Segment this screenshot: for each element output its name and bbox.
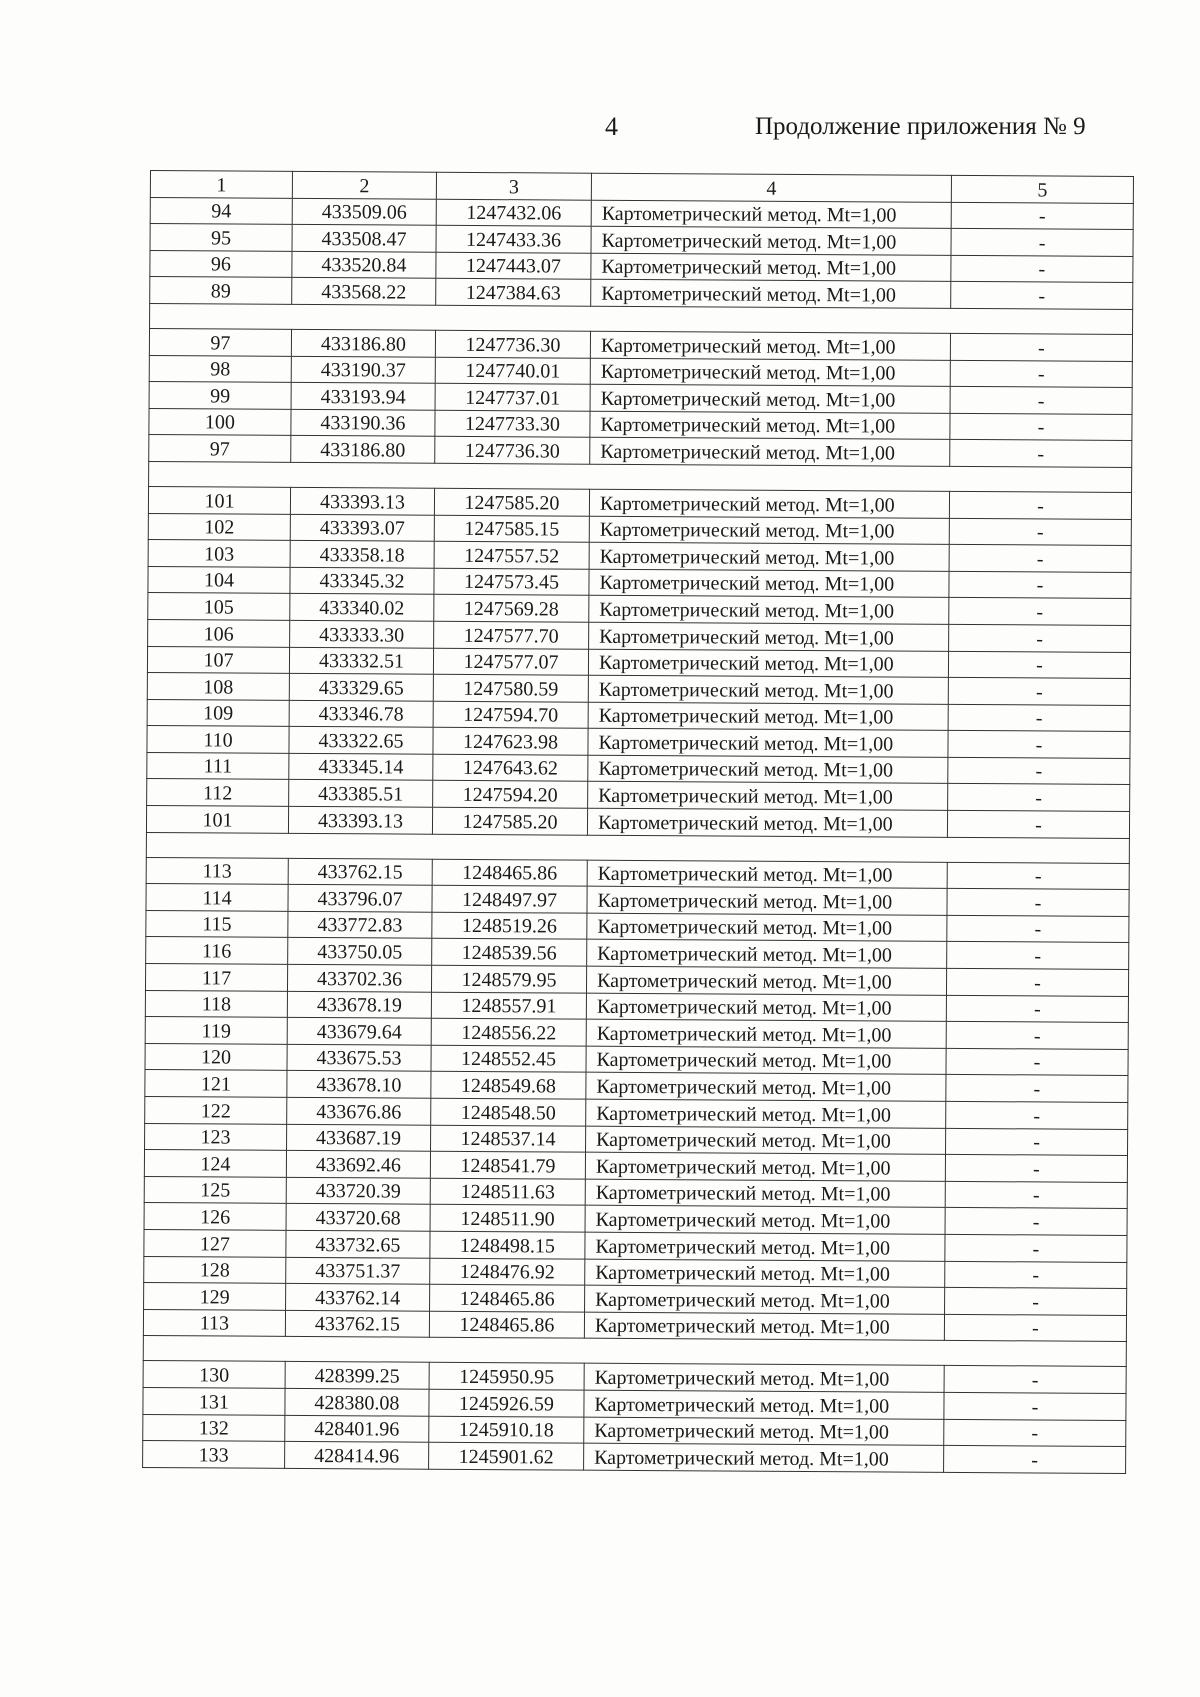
x-coordinate-cell: 433190.36 (291, 409, 435, 436)
note-cell: - (945, 1261, 1127, 1289)
method-cell: Картометрический метод. Mt=1,00 (586, 1019, 946, 1048)
y-coordinate-cell: 1247643.62 (433, 754, 588, 782)
y-coordinate-cell: 1247573.45 (434, 568, 589, 596)
x-coordinate-cell: 433329.65 (289, 673, 433, 700)
note-cell: - (945, 1234, 1127, 1262)
point-number-cell: 128 (144, 1256, 286, 1283)
note-cell: - (951, 255, 1133, 283)
x-coordinate-cell: 433193.94 (291, 383, 435, 410)
y-coordinate-cell: 1247594.20 (433, 781, 588, 809)
table-row (143, 1441, 1126, 1474)
method-cell: Картометрический метод. Mt=1,00 (586, 1126, 946, 1155)
point-number-cell: 125 (144, 1176, 286, 1203)
note-cell: - (951, 202, 1133, 230)
point-number-cell: 124 (144, 1150, 286, 1177)
x-coordinate-cell: 433772.83 (288, 911, 432, 938)
x-coordinate-cell: 433345.14 (289, 753, 433, 780)
x-coordinate-cell: 433687.19 (287, 1124, 431, 1151)
x-coordinate-cell: 433186.80 (291, 436, 435, 463)
x-coordinate-cell: 433340.02 (290, 594, 434, 621)
method-cell: Картометрический метод. Mt=1,00 (590, 411, 950, 440)
x-coordinate-cell: 433568.22 (292, 278, 436, 305)
x-coordinate-cell: 433508.47 (292, 225, 436, 252)
method-cell: Картометрический метод. Mt=1,00 (589, 622, 949, 651)
method-cell: Картометрический метод. Mt=1,00 (587, 940, 947, 969)
x-coordinate-cell: 433346.78 (289, 700, 433, 727)
column-header: 2 (292, 171, 436, 198)
method-cell: Картометрический метод. Mt=1,00 (589, 516, 949, 545)
x-coordinate-cell: 433509.06 (292, 198, 436, 225)
note-cell: - (949, 518, 1131, 546)
y-coordinate-cell: 1248557.91 (431, 992, 586, 1020)
note-cell: - (944, 1366, 1126, 1394)
point-number-cell: 123 (145, 1123, 287, 1150)
x-coordinate-cell: 433333.30 (290, 620, 434, 647)
method-cell: Картометрический метод. Mt=1,00 (590, 384, 950, 413)
point-number-cell: 95 (150, 224, 292, 251)
point-number-cell: 127 (144, 1229, 286, 1256)
point-number-cell: 102 (148, 513, 290, 540)
method-cell: Картометрический метод. Mt=1,00 (590, 331, 950, 360)
method-cell: Картометрический метод. Mt=1,00 (584, 1417, 944, 1446)
point-number-cell: 120 (145, 1043, 287, 1070)
point-number-cell: 105 (148, 593, 290, 620)
x-coordinate-cell: 433393.13 (290, 487, 434, 514)
x-coordinate-cell: 433520.84 (292, 251, 436, 278)
x-coordinate-cell: 433678.19 (287, 991, 431, 1018)
y-coordinate-cell: 1248548.50 (431, 1098, 586, 1126)
x-coordinate-cell: 433393.07 (290, 514, 434, 541)
method-cell: Картометрический метод. Mt=1,00 (585, 1259, 945, 1288)
point-number-cell: 101 (146, 806, 288, 833)
y-coordinate-cell: 1247585.20 (434, 488, 589, 516)
y-coordinate-cell: 1247740.01 (435, 357, 590, 385)
note-cell: - (949, 624, 1131, 652)
note-cell: - (948, 677, 1130, 705)
x-coordinate-cell: 433322.65 (289, 727, 433, 754)
note-cell: - (948, 731, 1130, 759)
note-cell: - (945, 1181, 1127, 1209)
table-body (143, 171, 1134, 1474)
note-cell: - (949, 491, 1131, 519)
x-coordinate-cell: 433762.15 (288, 858, 432, 885)
point-number-cell: 100 (149, 408, 291, 435)
point-number-cell: 133 (143, 1441, 285, 1468)
note-cell: - (946, 968, 1128, 996)
column-header: 1 (150, 171, 292, 198)
method-cell: Картометрический метод. Mt=1,00 (591, 280, 951, 309)
note-cell: - (949, 545, 1131, 573)
y-coordinate-cell: 1247384.63 (436, 279, 591, 307)
method-cell: Картометрический метод. Mt=1,00 (591, 253, 951, 282)
method-cell: Картометрический метод. Mt=1,00 (584, 1364, 944, 1393)
y-coordinate-cell: 1247443.07 (436, 252, 591, 280)
note-cell: - (948, 757, 1130, 785)
x-coordinate-cell: 433750.05 (288, 938, 432, 965)
x-coordinate-cell: 433796.07 (288, 885, 432, 912)
note-cell: - (948, 651, 1130, 679)
note-cell: - (946, 1075, 1128, 1103)
point-number-cell: 99 (149, 382, 291, 409)
x-coordinate-cell: 428414.96 (285, 1441, 429, 1468)
y-coordinate-cell: 1247432.06 (436, 199, 591, 227)
y-coordinate-cell: 1248511.63 (430, 1178, 585, 1206)
point-number-cell: 129 (144, 1283, 286, 1310)
point-number-cell: 98 (149, 355, 291, 382)
y-coordinate-cell: 1247569.28 (434, 595, 589, 623)
method-cell: Картометрический метод. Mt=1,00 (586, 1073, 946, 1102)
note-cell: - (950, 413, 1132, 441)
y-coordinate-cell: 1247580.59 (433, 674, 588, 702)
note-cell: - (945, 1208, 1127, 1236)
note-cell: - (950, 333, 1132, 361)
point-number-cell: 110 (147, 726, 289, 753)
y-coordinate-cell: 1248556.22 (431, 1018, 586, 1046)
column-header: 5 (951, 175, 1133, 203)
note-cell: - (947, 942, 1129, 970)
method-cell: Картометрический метод. Mt=1,00 (585, 1206, 945, 1235)
point-number-cell: 122 (145, 1096, 287, 1123)
x-coordinate-cell: 433678.10 (287, 1071, 431, 1098)
note-cell: - (950, 387, 1132, 415)
x-coordinate-cell: 433702.36 (287, 964, 431, 991)
y-coordinate-cell: 1247577.07 (433, 648, 588, 676)
point-number-cell: 113 (143, 1309, 285, 1336)
y-coordinate-cell: 1248465.86 (430, 1284, 585, 1312)
coordinates-table (142, 170, 1134, 1474)
note-cell: - (946, 995, 1128, 1023)
point-number-cell: 121 (145, 1070, 287, 1097)
note-cell: - (944, 1392, 1126, 1420)
y-coordinate-cell: 1248465.86 (429, 1311, 584, 1339)
x-coordinate-cell: 433332.51 (289, 647, 433, 674)
method-cell: Картометрический метод. Mt=1,00 (586, 1046, 946, 1075)
y-coordinate-cell: 1248549.68 (431, 1072, 586, 1100)
method-cell: Картометрический метод. Mt=1,00 (585, 1232, 945, 1261)
method-cell: Картометрический метод. Mt=1,00 (589, 569, 949, 598)
note-cell: - (945, 1288, 1127, 1316)
method-cell: Картометрический метод. Mt=1,00 (590, 358, 950, 387)
method-cell: Картометрический метод. Mt=1,00 (589, 596, 949, 625)
note-cell: - (944, 1314, 1126, 1342)
note-cell: - (944, 1419, 1126, 1447)
y-coordinate-cell: 1248511.90 (430, 1205, 585, 1233)
point-number-cell: 97 (149, 328, 291, 355)
y-coordinate-cell: 1245950.95 (429, 1363, 584, 1391)
y-coordinate-cell: 1247557.52 (434, 541, 589, 569)
point-number-cell: 117 (145, 964, 287, 991)
point-number-cell: 114 (146, 884, 288, 911)
point-number-cell: 112 (147, 779, 289, 806)
coordinates-table-wrapper (142, 170, 1134, 1474)
point-number-cell: 116 (146, 937, 288, 964)
y-coordinate-cell: 1247623.98 (433, 728, 588, 756)
column-header: 3 (436, 172, 591, 200)
method-cell: Картометрический метод. Mt=1,00 (589, 542, 949, 571)
method-cell: Картометрический метод. Mt=1,00 (587, 913, 947, 942)
x-coordinate-cell: 433720.68 (286, 1204, 430, 1231)
method-cell: Картометрический метод. Mt=1,00 (588, 728, 948, 757)
point-number-cell: 118 (145, 990, 287, 1017)
method-cell: Картометрический метод. Mt=1,00 (587, 860, 947, 889)
note-cell: - (946, 1128, 1128, 1156)
note-cell: - (949, 571, 1131, 599)
point-number-cell: 104 (148, 566, 290, 593)
method-cell: Картометрический метод. Mt=1,00 (588, 675, 948, 704)
method-cell: Картометрический метод. Mt=1,00 (590, 438, 950, 467)
method-cell: Картометрический метод. Mt=1,00 (588, 782, 948, 811)
x-coordinate-cell: 433679.64 (287, 1018, 431, 1045)
y-coordinate-cell: 1248539.56 (432, 939, 587, 967)
method-cell: Картометрический метод. Mt=1,00 (586, 1099, 946, 1128)
point-number-cell: 113 (146, 857, 288, 884)
method-cell: Картометрический метод. Mt=1,00 (584, 1390, 944, 1419)
note-cell: - (950, 360, 1132, 388)
method-cell: Картометрический метод. Mt=1,00 (586, 966, 946, 995)
note-cell: - (950, 440, 1132, 468)
y-coordinate-cell: 1247736.30 (435, 330, 590, 358)
x-coordinate-cell: 433385.51 (289, 780, 433, 807)
point-number-cell: 111 (147, 752, 289, 779)
y-coordinate-cell: 1247585.20 (432, 807, 587, 835)
method-cell: Картометрический метод. Mt=1,00 (585, 1285, 945, 1314)
y-coordinate-cell: 1248579.95 (431, 965, 586, 993)
column-header: 4 (591, 173, 951, 202)
page-header: Продолжение приложения № 9 (755, 113, 1086, 140)
point-number-cell: 97 (149, 435, 291, 462)
method-cell: Картометрический метод. Mt=1,00 (591, 226, 951, 255)
y-coordinate-cell: 1247737.01 (435, 383, 590, 411)
method-cell: Картометрический метод. Mt=1,00 (588, 649, 948, 678)
x-coordinate-cell: 433751.37 (286, 1257, 430, 1284)
method-cell: Картометрический метод. Mt=1,00 (588, 702, 948, 731)
point-number-cell: 96 (150, 250, 292, 277)
note-cell: - (951, 282, 1133, 310)
x-coordinate-cell: 433720.39 (286, 1177, 430, 1204)
point-number-cell: 101 (148, 486, 290, 513)
method-cell: Картометрический метод. Mt=1,00 (589, 489, 949, 518)
point-number-cell: 106 (148, 619, 290, 646)
note-cell: - (945, 1155, 1127, 1183)
x-coordinate-cell: 433732.65 (286, 1230, 430, 1257)
point-number-cell: 131 (143, 1387, 285, 1414)
note-cell: - (947, 915, 1129, 943)
x-coordinate-cell: 428401.96 (285, 1415, 429, 1442)
note-cell: - (948, 784, 1130, 812)
y-coordinate-cell: 1245901.62 (429, 1442, 584, 1470)
point-number-cell: 126 (144, 1203, 286, 1230)
y-coordinate-cell: 1248465.86 (432, 859, 587, 887)
page-number: 4 (605, 112, 618, 141)
point-number-cell: 119 (145, 1017, 287, 1044)
point-number-cell: 132 (143, 1414, 285, 1441)
y-coordinate-cell: 1247577.70 (434, 621, 589, 649)
x-coordinate-cell: 433675.53 (287, 1044, 431, 1071)
x-coordinate-cell: 433358.18 (290, 540, 434, 567)
point-number-cell: 107 (147, 646, 289, 673)
y-coordinate-cell: 1248541.79 (430, 1151, 585, 1179)
y-coordinate-cell: 1247736.30 (435, 437, 590, 465)
y-coordinate-cell: 1248498.15 (430, 1231, 585, 1259)
note-cell: - (948, 704, 1130, 732)
point-number-cell: 103 (148, 540, 290, 567)
point-number-cell: 89 (150, 277, 292, 304)
note-cell: - (947, 810, 1129, 838)
x-coordinate-cell: 433186.80 (291, 329, 435, 356)
method-cell: Картометрический метод. Mt=1,00 (587, 886, 947, 915)
y-coordinate-cell: 1247733.30 (435, 410, 590, 438)
y-coordinate-cell: 1248537.14 (431, 1125, 586, 1153)
method-cell: Картометрический метод. Mt=1,00 (585, 1179, 945, 1208)
x-coordinate-cell: 433762.15 (285, 1310, 429, 1337)
method-cell: Картометрический метод. Mt=1,00 (586, 993, 946, 1022)
note-cell: - (944, 1445, 1126, 1473)
y-coordinate-cell: 1245926.59 (429, 1389, 584, 1417)
point-number-cell: 108 (147, 673, 289, 700)
note-cell: - (946, 1022, 1128, 1050)
point-number-cell: 115 (146, 910, 288, 937)
method-cell: Картометрический метод. Mt=1,00 (587, 808, 947, 837)
method-cell: Картометрический метод. Mt=1,00 (584, 1312, 944, 1341)
y-coordinate-cell: 1248497.97 (432, 885, 587, 913)
x-coordinate-cell: 433345.32 (290, 567, 434, 594)
x-coordinate-cell: 428399.25 (285, 1362, 429, 1389)
point-number-cell: 130 (143, 1361, 285, 1388)
note-cell: - (946, 1101, 1128, 1129)
y-coordinate-cell: 1248552.45 (431, 1045, 586, 1073)
x-coordinate-cell: 433692.46 (286, 1151, 430, 1178)
y-coordinate-cell: 1248476.92 (430, 1258, 585, 1286)
method-cell: Картометрический метод. Mt=1,00 (584, 1443, 944, 1472)
x-coordinate-cell: 428380.08 (285, 1388, 429, 1415)
y-coordinate-cell: 1247594.70 (433, 701, 588, 729)
y-coordinate-cell: 1248519.26 (432, 912, 587, 940)
point-number-cell: 94 (150, 197, 292, 224)
method-cell: Картометрический метод. Mt=1,00 (585, 1152, 945, 1181)
x-coordinate-cell: 433676.86 (287, 1097, 431, 1124)
note-cell: - (951, 229, 1133, 257)
y-coordinate-cell: 1247585.15 (434, 515, 589, 543)
point-number-cell: 109 (147, 699, 289, 726)
note-cell: - (946, 1048, 1128, 1076)
y-coordinate-cell: 1245910.18 (429, 1416, 584, 1444)
method-cell: Картометрический метод. Mt=1,00 (591, 200, 951, 229)
method-cell: Картометрический метод. Mt=1,00 (588, 755, 948, 784)
x-coordinate-cell: 433190.37 (291, 356, 435, 383)
y-coordinate-cell: 1247433.36 (436, 225, 591, 253)
x-coordinate-cell: 433393.13 (288, 806, 432, 833)
note-cell: - (949, 598, 1131, 626)
x-coordinate-cell: 433762.14 (286, 1284, 430, 1311)
note-cell: - (947, 862, 1129, 890)
note-cell: - (947, 889, 1129, 917)
